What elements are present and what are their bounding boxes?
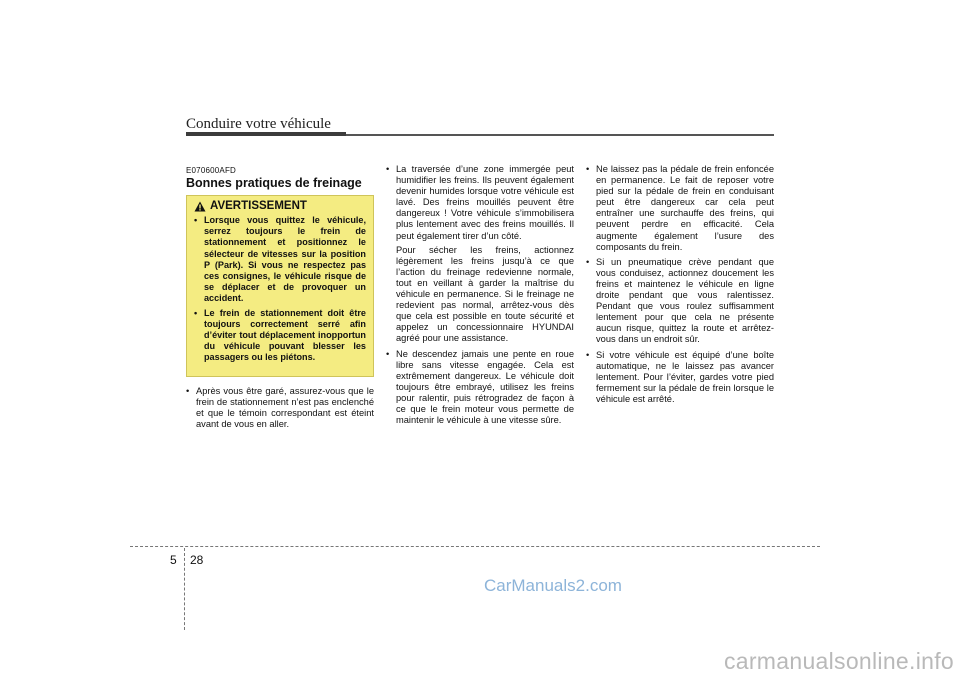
warning-box [186, 195, 374, 376]
list-item-text: La traversée d’une zone immergée peut humidifier les freins. Ils peuvent également devenir humides lorsque votre véhicule est lavé. Des freins mouillés peuvent être dangereux ! Votre véhicule s’immobilisera plus lentement avec des freins mouillés. Il peut également tirer d’un côté. [396, 164, 574, 241]
warning-item: • Le frein de stationnement doit être toujours correctement serré afin d’éviter tout déplacement inopportun du véhicule pouvant blesser les passagers ou les piétons. [194, 308, 366, 363]
list-item: • Ne laissez pas la pédale de frein enfoncée en permanence. Le fait de reposer votre pied sur la pédale de frein en conduisant peut être dangereux car cela peut entraîner une surchauffe des freins, qui peuvent perdre en efficacité. Cela augmente également l’usure des composants du frein. [586, 164, 774, 253]
column-1 [186, 164, 374, 434]
list-item: • Si votre véhicule est équipé d’une boîte automatique, ne le laissez pas avancer lentement. Pour l’éviter, gardes votre pied fermement sur la pédale de frein lorsque le véhicule est arrêté. [586, 350, 774, 405]
section-title: Bonnes pratiques de freinage [186, 176, 362, 191]
warning-triangle-icon [194, 201, 206, 212]
bullet-list [586, 164, 774, 405]
footer-rule [130, 546, 820, 547]
page-number: 28 [190, 553, 204, 567]
list-item-subparagraph: Pour sécher les freins, actionnez légèrement les freins jusqu’à ce que l’action du freinage redevienne normale, tout en veillant à garder la maîtrise du véhicule en permanence. Si le freinage ne redevient pas normal, arrêtez-vous dès que cela est possible en toute sécurité et appelez un concessionnaire HYUNDAI agréé pour une assistance. [396, 244, 574, 344]
list-item: • Après vous être garé, assurez-vous que le frein de stationnement n’est pas enclenché et que le témoin correspondant est éteint avant de vous en aller. [186, 386, 374, 430]
header-rule [346, 134, 774, 136]
bullet-list [386, 164, 574, 426]
column-3 [586, 164, 774, 409]
footer-vertical-rule [184, 548, 185, 630]
watermark-link[interactable]: CarManuals2.com [484, 576, 622, 595]
list-item [386, 164, 574, 345]
warning-header [194, 201, 366, 212]
page-header-title: Conduire votre véhicule [186, 116, 331, 132]
site-logo-text: carmanualsonline.info [723, 648, 954, 674]
header-rule-dark [186, 132, 346, 136]
list-item: • Ne descendez jamais une pente en roue libre sans vitesse engagée. Cela est extrêmement dangereux. Le véhicule doit toujours être embrayé, utilisez les freins pour ralentir, puis rétrogradez de façon à ce que le frein moteur vous permette de maintenir le véhicule à une vitesse sûre. [386, 349, 574, 427]
warning-item: • Lorsque vous quittez le véhicule, serrez toujours le frein de stationnement et positionnez le sélecteur de vitesses sur la position P (Park). Si vous ne respectez pas ces consignes, le véhicule risque de se déplacer et de provoquer un accident. [194, 215, 366, 304]
column-2 [386, 164, 574, 430]
warning-list [194, 215, 366, 363]
bullet-list [186, 386, 374, 430]
chapter-number: 5 [170, 553, 177, 567]
section-code: E070600AFD [186, 166, 237, 175]
list-item: • Si un pneumatique crève pendant que vous conduisez, actionnez doucement les freins et maintenez le véhicule en ligne droite pendant que vous ralentissez. Pendant que vous roulez suffisamment lentement pour que cela ne présente aucun risque, quittez la route et arrêtez-vous dans un endroit sûr. [586, 257, 774, 346]
warning-title: AVERTISSEMENT [210, 200, 307, 213]
